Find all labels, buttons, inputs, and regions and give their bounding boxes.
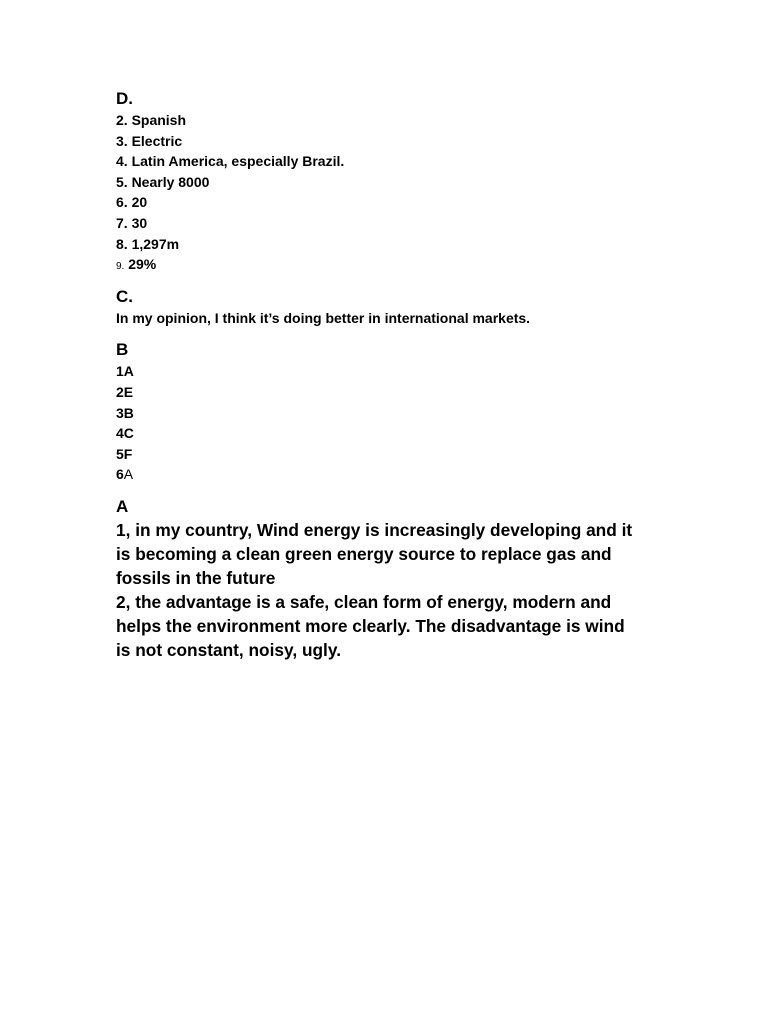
section-b-item: 3B: [116, 404, 134, 421]
section-b-item-6-number: 6: [116, 466, 124, 483]
section-b-item: 2E: [116, 383, 134, 400]
section-a-line: fossils in the future: [116, 567, 276, 588]
section-d-item: 6. 20: [116, 194, 148, 211]
section-a-line: helps the environment more clearly. The disadvantage is wind: [116, 615, 625, 636]
section-b-item-6: [116, 464, 676, 485]
section-d-item-9: [116, 254, 676, 278]
section-a-line: 2, the advantage is a safe, clean form of energy, modern and: [116, 591, 612, 612]
section-d-item-9-value: 29%: [124, 256, 157, 273]
section-d-item-9-number: 9.: [116, 261, 125, 273]
section-d-item: 3. Electric: [116, 132, 183, 149]
section-a: [116, 496, 676, 662]
section-d-item: 5. Nearly 8000: [116, 173, 210, 190]
section-a-line: 1, in my country, Wind energy is increasingly developing and it: [116, 519, 633, 540]
section-b-heading: B: [116, 340, 129, 360]
section-c: [116, 286, 676, 329]
section-a-line: is becoming a clean green energy source to replace gas and: [116, 543, 612, 564]
section-b-item-6-letter: A: [123, 466, 134, 483]
section-d-item: 8. 1,297m: [116, 235, 180, 252]
section-b-item: 5F: [116, 445, 133, 462]
section-d-item: 4. Latin America, especially Brazil.: [116, 153, 345, 170]
section-d-item: 7. 30: [116, 214, 148, 231]
section-c-heading: C.: [116, 286, 133, 306]
section-c-text: In my opinion, I think it’s doing better in international markets.: [116, 309, 531, 326]
section-b-item: 4C: [116, 425, 134, 442]
section-d-heading: D.: [116, 89, 133, 108]
section-b: [116, 339, 676, 485]
section-d-item: 2. Spanish: [116, 112, 187, 128]
section-a-heading: A: [116, 496, 129, 516]
section-a-line: is not constant, noisy, ugly.: [116, 639, 341, 660]
section-d: [116, 88, 676, 278]
document-content: [116, 88, 676, 662]
section-b-item: 1A: [116, 363, 134, 380]
